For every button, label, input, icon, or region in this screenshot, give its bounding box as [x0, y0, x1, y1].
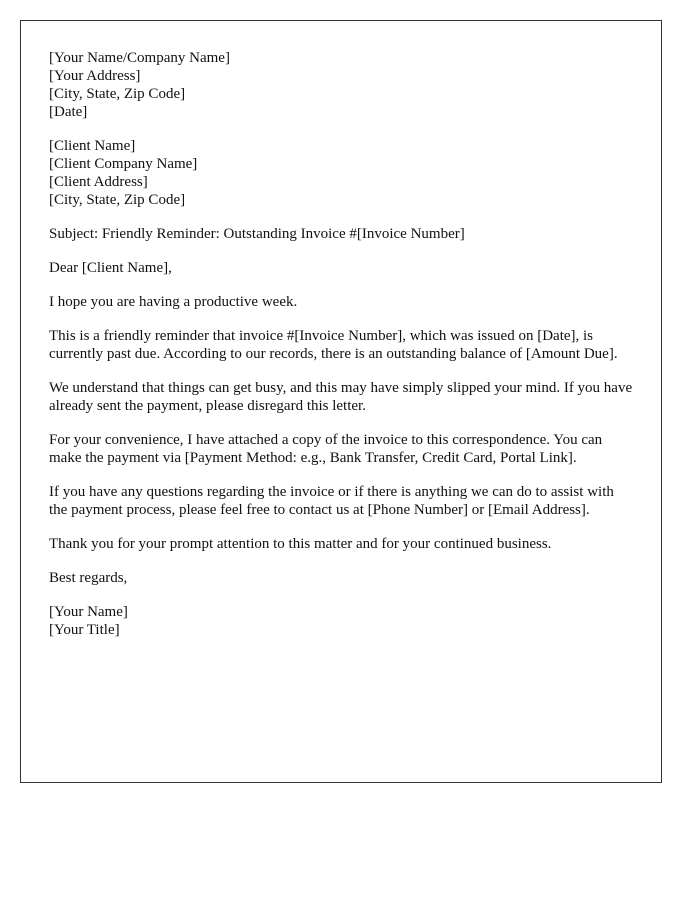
salutation: Dear [Client Name],: [49, 260, 172, 276]
signature-block: [49, 603, 634, 639]
letter-date: [Date]: [49, 104, 88, 120]
client-address: [Client Address]: [49, 174, 148, 190]
letter: [20, 20, 662, 783]
body-paragraph: We understand that things can get busy, and this may have simply slipped your mind. If you have already sent the payment, please disregard this letter.: [49, 380, 633, 414]
sender-city: [City, State, Zip Code]: [49, 86, 186, 102]
body-paragraph: I hope you are having a productive week.: [49, 294, 298, 310]
body-paragraph: For your convenience, I have attached a copy of the invoice to this correspondence. You can make the payment via [Payment Method: e.g., Bank Transfer, Credit Card, Portal Link].: [49, 432, 603, 466]
body-paragraph: Thank you for your prompt attention to this matter and for your continued business.: [49, 536, 552, 552]
recipient-block: [49, 137, 634, 209]
subject-line: Subject: Friendly Reminder: Outstanding Invoice #[Invoice Number]: [49, 226, 465, 242]
closing: Best regards,: [49, 570, 128, 586]
client-city: [City, State, Zip Code]: [49, 192, 186, 208]
body-paragraph: This is a friendly reminder that invoice #[Invoice Number], which was issued on [Date], is currently past due. According to our records, there is an outstanding balance of [Amount Due].: [49, 328, 618, 362]
client-name: [Client Name]: [49, 138, 136, 154]
client-company: [Client Company Name]: [49, 156, 198, 172]
body-paragraph: If you have any questions regarding the invoice or if there is anything we can do to assist with the payment process, please feel free to contact us at [Phone Number] or [Email Address].: [49, 484, 614, 518]
sender-name: [Your Name/Company Name]: [49, 50, 230, 66]
sender-address: [Your Address]: [49, 68, 141, 84]
signature-name: [Your Name]: [49, 604, 128, 620]
sender-block: [49, 49, 634, 121]
signature-title: [Your Title]: [49, 622, 120, 638]
